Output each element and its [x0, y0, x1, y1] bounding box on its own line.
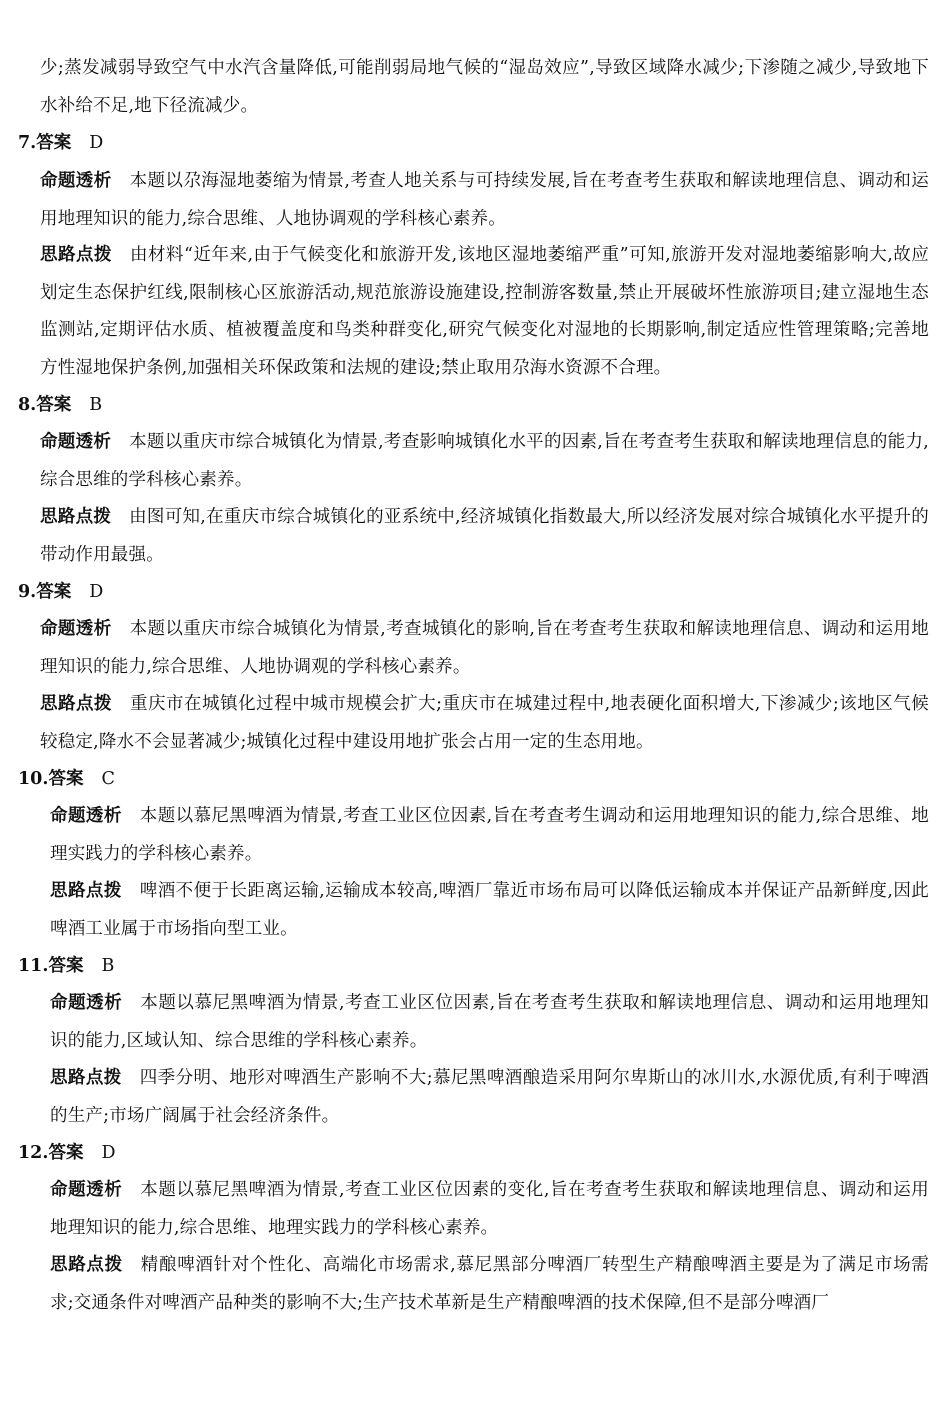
- question-number: 9.: [18, 582, 37, 602]
- hint-paragraph: [40, 499, 929, 574]
- answer-label: 答案: [36, 582, 72, 602]
- intro-text: 少;蒸发减弱导致空气中水汽含量降低,可能削弱局地气候的“湿岛效应”,导致区域降水减少;下渗随之减少,导致地下水补给不足,地下径流减少。: [40, 58, 929, 116]
- analysis-paragraph: [40, 424, 929, 499]
- hint-label: 思路点拨: [40, 245, 113, 265]
- answer-value: B: [89, 395, 103, 415]
- analysis-label: 命题透析: [50, 993, 123, 1013]
- analysis-label: 命题透析: [40, 619, 112, 639]
- analysis-label: 命题透析: [40, 171, 112, 191]
- answer-value: D: [89, 133, 104, 153]
- intro-paragraph: [40, 50, 929, 125]
- question-number: 7.: [18, 133, 37, 153]
- analysis-label: 命题透析: [50, 806, 122, 826]
- hint-text: 由图可知,在重庆市综合城镇化的亚系统中,经济城镇化指数最大,所以经济发展对综合城镇化水平提升的带动作用最强。: [40, 507, 929, 565]
- analysis-text: 本题以重庆市综合城镇化为情景,考查影响城镇化水平的因素,旨在考查考生获取和解读地理信息的能力,综合思维的学科核心素养。: [40, 432, 929, 490]
- hint-text: 精酿啤酒针对个性化、高端化市场需求,慕尼黑部分啤酒厂转型生产精酿啤酒主要是为了满足市场需求;交通条件对啤酒产品种类的影响不大;生产技术革新是生产精酿啤酒的技术保障,但不是部分啤酒厂: [50, 1255, 929, 1313]
- question-number: 11.: [18, 956, 49, 976]
- question-header: [18, 761, 115, 799]
- hint-label: 思路点拨: [50, 1068, 122, 1088]
- answer-label: 答案: [48, 769, 84, 789]
- hint-text: 啤酒不便于长距离运输,运输成本较高,啤酒厂靠近市场布局可以降低运输成本并保证产品新鲜度,因此啤酒工业属于市场指向型工业。: [50, 881, 929, 939]
- question-number: 8.: [18, 395, 37, 415]
- analysis-paragraph: [50, 1172, 929, 1247]
- answer-value: D: [101, 1143, 116, 1163]
- hint-label: 思路点拨: [40, 507, 112, 527]
- answer-label: 答案: [48, 956, 84, 976]
- answer-value: D: [89, 582, 104, 602]
- hint-text: 重庆市在城镇化过程中城市规模会扩大;重庆市在城建过程中,地表硬化面积增大,下渗减少;该地区气候较稳定,降水不会显著减少;城镇化过程中建设用地扩张会占用一定的生态用地。: [40, 694, 929, 752]
- hint-paragraph: [40, 686, 929, 761]
- question-header: [18, 948, 114, 986]
- hint-paragraph: [50, 1060, 929, 1135]
- question-header: [18, 387, 102, 425]
- hint-label: 思路点拨: [50, 881, 122, 901]
- question-header: [18, 1135, 115, 1173]
- analysis-text: 本题以慕尼黑啤酒为情景,考查工业区位因素,旨在考查考生获取和解读地理信息、调动和运用地理知识的能力,区域认知、综合思维的学科核心素养。: [50, 993, 929, 1051]
- question-number: 10.: [18, 769, 49, 789]
- answer-value: C: [101, 769, 115, 789]
- hint-paragraph: [50, 1247, 929, 1322]
- analysis-text: 本题以尕海湿地萎缩为情景,考查人地关系与可持续发展,旨在考查考生获取和解读地理信息、调动和运用地理知识的能力,综合思维、人地协调观的学科核心素养。: [40, 171, 929, 229]
- answer-label: 答案: [36, 133, 72, 153]
- hint-paragraph: [40, 237, 929, 387]
- question-header: [18, 574, 103, 612]
- analysis-label: 命题透析: [40, 432, 112, 452]
- analysis-text: 本题以慕尼黑啤酒为情景,考查工业区位因素,旨在考查考生调动和运用地理知识的能力,综合思维、地理实践力的学科核心素养。: [50, 806, 929, 864]
- analysis-label: 命题透析: [50, 1180, 123, 1200]
- hint-text: 四季分明、地形对啤酒生产影响不大;慕尼黑啤酒酿造采用阿尔卑斯山的冰川水,水源优质,有利于啤酒的生产;市场广阔属于社会经济条件。: [50, 1068, 930, 1126]
- analysis-paragraph: [40, 163, 929, 238]
- question-number: 12.: [18, 1143, 49, 1163]
- analysis-text: 本题以慕尼黑啤酒为情景,考查工业区位因素的变化,旨在考查考生获取和解读地理信息、调动和运用地理知识的能力,综合思维、地理实践力的学科核心素养。: [50, 1180, 929, 1238]
- hint-label: 思路点拨: [50, 1255, 123, 1275]
- analysis-paragraph: [50, 798, 929, 873]
- question-header: [18, 125, 103, 163]
- hint-paragraph: [50, 873, 929, 948]
- hint-label: 思路点拨: [40, 694, 113, 714]
- analysis-paragraph: [50, 985, 929, 1060]
- hint-text: 由材料“近年来,由于气候变化和旅游开发,该地区湿地萎缩严重”可知,旅游开发对湿地萎缩影响大,故应划定生态保护红线,限制核心区旅游活动,规范旅游设施建设,控制游客数量,禁止开展破坏性旅游项目;建立湿地生态监测站,定期评估水质、植被覆盖度和鸟类种群变化,研究气候变化对湿地的长期影响,制定适应性管理策略;完善地方性湿地保护条例,加强相关环保政策和法规的建设;禁止取用尕海水资源不合理。: [40, 245, 929, 378]
- analysis-paragraph: [40, 611, 929, 686]
- answer-label: 答案: [36, 395, 72, 415]
- answer-value: B: [101, 956, 115, 976]
- answer-label: 答案: [48, 1143, 84, 1163]
- analysis-text: 本题以重庆市综合城镇化为情景,考查城镇化的影响,旨在考查考生获取和解读地理信息、调动和运用地理知识的能力,综合思维、人地协调观的学科核心素养。: [40, 619, 929, 677]
